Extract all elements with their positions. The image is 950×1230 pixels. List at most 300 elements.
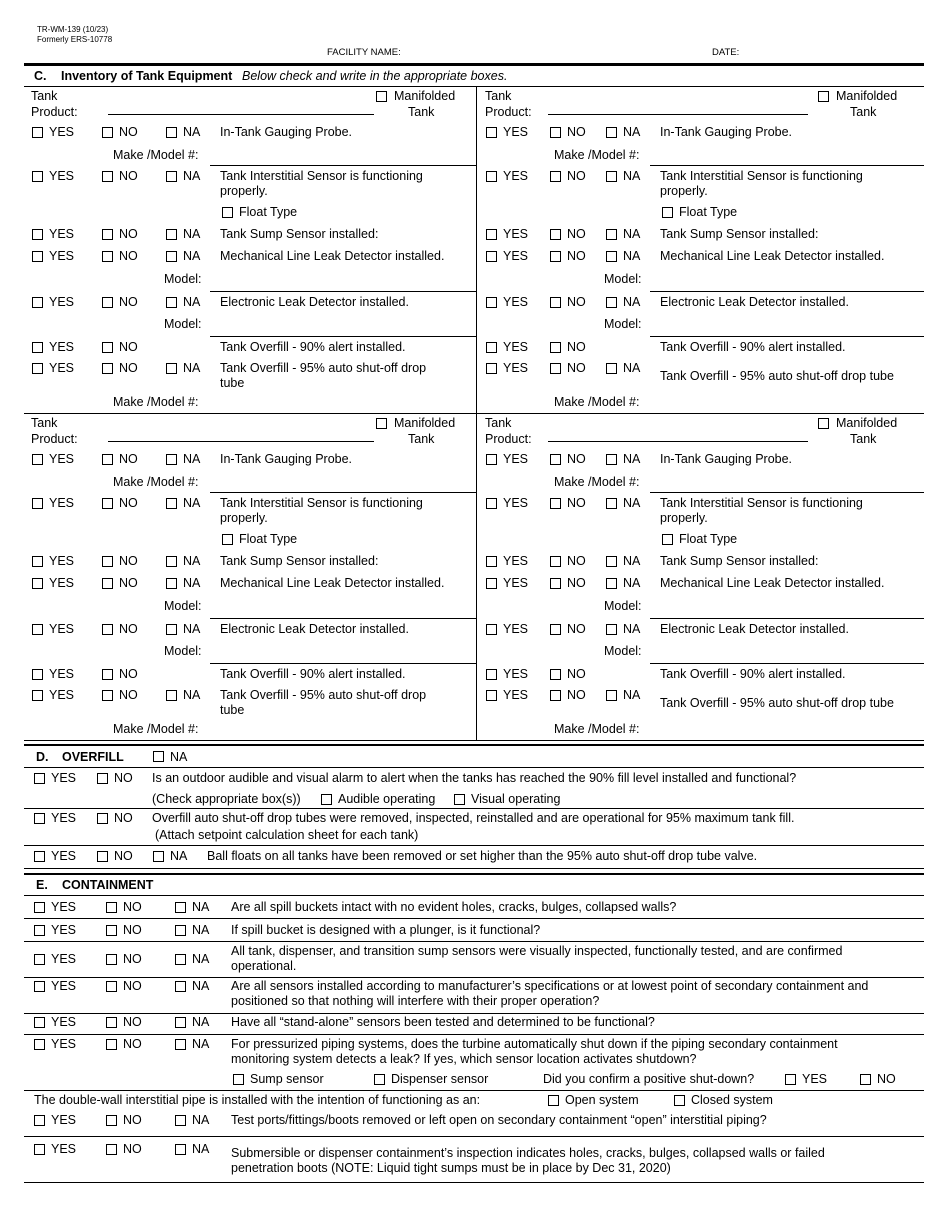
tank-1-sump-yes-label: YES	[49, 227, 75, 241]
tank-4-electronic-yes-label: YES	[503, 622, 529, 636]
tank-1-electronic-yes-checkbox[interactable]	[32, 297, 43, 308]
tank-2-sump-no-checkbox[interactable]	[550, 229, 561, 240]
tank-4-overfill-90-no-checkbox[interactable]	[550, 669, 561, 680]
tank-2-gauging-probe-text: In-Tank Gauging Probe.	[660, 125, 793, 139]
tank-2-mechanical-lld-text: Mechanical Line Leak Detector installed.	[660, 249, 885, 263]
tank-3-electronic-na-label: NA	[183, 622, 201, 636]
tank-4-gauging-na-label: NA	[623, 452, 641, 466]
tank-4-electronic-no-checkbox[interactable]	[550, 624, 561, 635]
tank-3-electronic-yes-checkbox[interactable]	[32, 624, 43, 635]
e-q8-no-checkbox[interactable]	[106, 1144, 117, 1155]
dispenser-sensor-checkbox[interactable]	[374, 1074, 385, 1085]
tank-2-gauging-no-checkbox[interactable]	[550, 127, 561, 138]
tank-3-mechanical-yes-checkbox[interactable]	[32, 578, 43, 589]
tank-3-overfill-95-no-checkbox[interactable]	[102, 690, 113, 701]
e-q8-no-label: NO	[123, 1142, 142, 1156]
tank-3-gauging-na-checkbox[interactable]	[166, 454, 177, 465]
tank-3-manifolded-checkbox[interactable]	[376, 418, 387, 429]
tank-2-electronic-na-checkbox[interactable]	[606, 297, 617, 308]
tank-4-overfill-90-text: Tank Overfill - 90% alert installed.	[660, 667, 846, 681]
tank-3-gauging-na-label: NA	[183, 452, 201, 466]
tank-4-overfill-90-no-label: NO	[567, 667, 586, 681]
tank-1-electronic-line	[210, 336, 476, 337]
d-q3-no-label: NO	[114, 849, 133, 863]
tank-3-interstitial-text-2: properly.	[220, 511, 268, 525]
tank-4-electronic-no-label: NO	[567, 622, 586, 636]
tank-4-overfill-95-text: Tank Overfill - 95% auto shut-off drop tube	[660, 696, 894, 710]
tank-1-manifolded-label: Manifolded	[394, 89, 456, 103]
tank-1-float-type-label: Float Type	[239, 205, 298, 219]
audible-operating-checkbox[interactable]	[321, 794, 332, 805]
tank-2-mechanical-no-checkbox[interactable]	[550, 251, 561, 262]
tank-3-gauging-no-label: NO	[119, 452, 138, 466]
e-q2-text: If spill bucket is designed with a plunger, is it functional?	[231, 923, 541, 937]
tank-2-sump-yes-checkbox[interactable]	[486, 229, 497, 240]
d-q2-yes-label: YES	[51, 811, 77, 825]
e-rule-q8	[24, 1182, 924, 1183]
tank-3-float-type-label: Float Type	[239, 532, 298, 546]
tank-2-product-label: Tank	[485, 89, 512, 103]
open-system-checkbox[interactable]	[548, 1095, 559, 1106]
tank-4-mechanical-no-checkbox[interactable]	[550, 578, 561, 589]
tank-1-overfill-90-text: Tank Overfill - 90% alert installed.	[220, 340, 406, 354]
tank-2-overfill-95-na-checkbox[interactable]	[606, 363, 617, 374]
tank-2-gauging-make-model: Make /Model #:	[554, 148, 640, 162]
tank-4-electronic-yes-checkbox[interactable]	[486, 624, 497, 635]
tank-4-overfill-95-no-label: NO	[567, 688, 586, 702]
section-d-top-rule-2	[24, 744, 924, 746]
d-q1-no-checkbox[interactable]	[97, 773, 108, 784]
tank-1-interstitial-na-label: NA	[183, 169, 201, 183]
tank-1-float-type-checkbox[interactable]	[222, 207, 233, 218]
e-q4-no-checkbox[interactable]	[106, 981, 117, 992]
d-q2-text-1: Overfill auto shut-off drop tubes were removed, inspected, reinstalled and are operational for 95% maximum tank fill.	[152, 811, 795, 825]
tank-1-electronic-na-label: NA	[183, 295, 201, 309]
tank-4-sump-na-checkbox[interactable]	[606, 556, 617, 567]
tank-1-sump-yes-checkbox[interactable]	[32, 229, 43, 240]
tank-1-interstitial-text: Tank Interstitial Sensor is functioning	[220, 169, 423, 183]
e-q1-yes-checkbox[interactable]	[34, 902, 45, 913]
tank-2-float-type-checkbox[interactable]	[662, 207, 673, 218]
e-q6-no-checkbox[interactable]	[106, 1039, 117, 1050]
tank-1-overfill-90-no-checkbox[interactable]	[102, 342, 113, 353]
tank-3-gauging-yes-label: YES	[49, 452, 75, 466]
e-q2-na-label: NA	[192, 923, 210, 937]
e-q5-no-checkbox[interactable]	[106, 1017, 117, 1028]
tank-1-mechanical-no-label: NO	[119, 249, 138, 263]
tank-3-gauging-no-checkbox[interactable]	[102, 454, 113, 465]
e-q1-na-checkbox[interactable]	[175, 902, 186, 913]
tank-1-mechanical-na-checkbox[interactable]	[166, 251, 177, 262]
tank-1-gauging-na-checkbox[interactable]	[166, 127, 177, 138]
tank-2-interstitial-na-checkbox[interactable]	[606, 171, 617, 182]
e-q6-na-checkbox[interactable]	[175, 1039, 186, 1050]
closed-system-label: Closed system	[691, 1093, 773, 1107]
d-q3-na-label: NA	[170, 849, 188, 863]
section-e-title: CONTAINMENT	[62, 878, 154, 892]
sump-sensor-checkbox[interactable]	[233, 1074, 244, 1085]
tank-2-overfill-90-yes-checkbox[interactable]	[486, 342, 497, 353]
tank-3-gauging-make-model: Make /Model #:	[113, 475, 199, 489]
tank-4-interstitial-no-checkbox[interactable]	[550, 498, 561, 509]
tank-2-electronic-yes-checkbox[interactable]	[486, 297, 497, 308]
tank-4-gauging-na-checkbox[interactable]	[606, 454, 617, 465]
tank-1-mechanical-line	[210, 291, 476, 292]
tank-4-interstitial-yes-checkbox[interactable]	[486, 498, 497, 509]
tank-4-gauging-no-checkbox[interactable]	[550, 454, 561, 465]
tank-1-interstitial-no-label: NO	[119, 169, 138, 183]
tank-2-mechanical-yes-label: YES	[503, 249, 529, 263]
tank-1-overfill-make-model: Make /Model #:	[113, 395, 199, 409]
tank-2-gauging-yes-label: YES	[503, 125, 529, 139]
tank-3-gauging-yes-checkbox[interactable]	[32, 454, 43, 465]
e-q7-na-label: NA	[192, 1113, 210, 1127]
e-rule-q7	[24, 1136, 924, 1137]
e-q7-yes-checkbox[interactable]	[34, 1115, 45, 1126]
section-e-letter: E.	[36, 878, 48, 892]
section-d-na-checkbox[interactable]	[153, 751, 164, 762]
tank-4-mechanical-line	[650, 618, 924, 619]
tank-2-mechanical-line	[650, 291, 924, 292]
e-rule-pipe	[24, 1090, 924, 1091]
d-q1-text: Is an outdoor audible and visual alarm to alert when the tanks has reached the 90% fill level installed and functional?	[152, 771, 797, 785]
tank-3-sump-yes-checkbox[interactable]	[32, 556, 43, 567]
tank-1-electronic-model-label: Model:	[164, 317, 202, 331]
e-q4-na-checkbox[interactable]	[175, 981, 186, 992]
d-q2-yes-checkbox[interactable]	[34, 813, 45, 824]
tank-2-electronic-model-label: Model:	[604, 317, 642, 331]
tank-1-gauging-make-model: Make /Model #:	[113, 148, 199, 162]
e-q2-yes-label: YES	[51, 923, 77, 937]
tank-1-product-label-2: Product:	[31, 105, 78, 119]
tank-2-overfill-95-na-label: NA	[623, 361, 641, 375]
confirm-shutdown-label: Did you confirm a positive shut-down?	[543, 1072, 755, 1086]
tank-1-electronic-lld-text: Electronic Leak Detector installed.	[220, 295, 409, 309]
e-q3-text: All tank, dispenser, and transition sump sensors were visually inspected, functionally tested, and are confirmed	[231, 944, 843, 958]
e-q6-yes-label: YES	[51, 1037, 77, 1051]
tank-4-sump-yes-label: YES	[503, 554, 529, 568]
tank-3-overfill-95-na-checkbox[interactable]	[166, 690, 177, 701]
tank-4-mechanical-lld-text: Mechanical Line Leak Detector installed.	[660, 576, 885, 590]
tank-2-sump-yes-label: YES	[503, 227, 529, 241]
visual-operating-checkbox[interactable]	[454, 794, 465, 805]
tank-4-mechanical-yes-label: YES	[503, 576, 529, 590]
tank-1-interstitial-na-checkbox[interactable]	[166, 171, 177, 182]
d-q3-na-checkbox[interactable]	[153, 851, 164, 862]
tank-2-interstitial-no-checkbox[interactable]	[550, 171, 561, 182]
tank-1-sump-no-checkbox[interactable]	[102, 229, 113, 240]
tank-4-block	[478, 413, 930, 740]
confirm-shutdown-no-label: NO	[877, 1072, 896, 1086]
tank-2-manifolded-label: Manifolded	[836, 89, 898, 103]
tank-2-sump-no-label: NO	[567, 227, 586, 241]
tank-1-gauging-probe-text: In-Tank Gauging Probe.	[220, 125, 353, 139]
tank-3-overfill-90-yes-checkbox[interactable]	[32, 669, 43, 680]
tank-1-mechanical-yes-checkbox[interactable]	[32, 251, 43, 262]
tank-1-overfill-90-no-label: NO	[119, 340, 138, 354]
tank-3-overfill-95-text: Tank Overfill - 95% auto shut-off drop	[220, 688, 427, 702]
e-q1-no-checkbox[interactable]	[106, 902, 117, 913]
e-q3-no-label: NO	[123, 952, 142, 966]
tank-3-overfill-90-no-checkbox[interactable]	[102, 669, 113, 680]
tank-4-electronic-na-label: NA	[623, 622, 641, 636]
tank-3-sump-na-checkbox[interactable]	[166, 556, 177, 567]
tank-3-overfill-90-yes-label: YES	[49, 667, 75, 681]
tank-1-overfill-95-no-checkbox[interactable]	[102, 363, 113, 374]
tank-4-gauging-probe-text: In-Tank Gauging Probe.	[660, 452, 793, 466]
tank-1-sump-sensor-text: Tank Sump Sensor installed:	[220, 227, 379, 241]
tank-4-interstitial-text-2: properly.	[660, 511, 708, 525]
tank-3-interstitial-na-label: NA	[183, 496, 201, 510]
tank-4-mechanical-na-label: NA	[623, 576, 641, 590]
tank-3-manifolded-label: Manifolded	[394, 416, 456, 430]
d-q1-yes-label: YES	[51, 771, 77, 785]
tank-4-interstitial-na-label: NA	[623, 496, 641, 510]
tank-2-mechanical-na-checkbox[interactable]	[606, 251, 617, 262]
tank-2-overfill-95-yes-checkbox[interactable]	[486, 363, 497, 374]
tank-4-float-type-checkbox[interactable]	[662, 534, 673, 545]
e-q7-no-checkbox[interactable]	[106, 1115, 117, 1126]
e-q5-yes-checkbox[interactable]	[34, 1017, 45, 1028]
e-q2-yes-checkbox[interactable]	[34, 925, 45, 936]
tank-3-overfill-95-text-2: tube	[220, 703, 245, 717]
tank-2-overfill-90-no-label: NO	[567, 340, 586, 354]
e-q5-text: Have all “stand-alone” sensors been tested and determined to be functional?	[231, 1015, 655, 1029]
facility-name-label: FACILITY NAME:	[327, 47, 401, 58]
closed-system-checkbox[interactable]	[674, 1095, 685, 1106]
tank-4-gauging-line	[650, 492, 924, 493]
tank-2-overfill-make-model: Make /Model #:	[554, 395, 640, 409]
tank-4-manifolded-label: Manifolded	[836, 416, 898, 430]
form-number: TR-WM-139 (10/23)	[37, 25, 109, 34]
e-q6-text: For pressurized piping systems, does the turbine automatically shut down if the piping secondary containment	[231, 1037, 838, 1051]
e-q3-no-checkbox[interactable]	[106, 954, 117, 965]
tank-2-mechanical-model-label: Model:	[604, 272, 642, 286]
tank-2-electronic-no-label: NO	[567, 295, 586, 309]
tank-3-overfill-95-yes-checkbox[interactable]	[32, 690, 43, 701]
tank-3-sump-sensor-text: Tank Sump Sensor installed:	[220, 554, 379, 568]
tank-4-interstitial-text: Tank Interstitial Sensor is functioning	[660, 496, 863, 510]
tank-1-interstitial-yes-checkbox[interactable]	[32, 171, 43, 182]
tank-3-mechanical-na-checkbox[interactable]	[166, 578, 177, 589]
tank-4-gauging-yes-label: YES	[503, 452, 529, 466]
tank-1-overfill-95-na-label: NA	[183, 361, 201, 375]
tank-4-overfill-95-yes-checkbox[interactable]	[486, 690, 497, 701]
tank-3-electronic-model-label: Model:	[164, 644, 202, 658]
tank-4-electronic-lld-text: Electronic Leak Detector installed.	[660, 622, 849, 636]
tank-3-mechanical-no-label: NO	[119, 576, 138, 590]
tank-4-gauging-yes-checkbox[interactable]	[486, 454, 497, 465]
e-rule-q2	[24, 941, 924, 942]
tank-1-gauging-no-label: NO	[119, 125, 138, 139]
e-q6-no-label: NO	[123, 1037, 142, 1051]
tank-3-electronic-no-checkbox[interactable]	[102, 624, 113, 635]
tank-1-overfill-95-na-checkbox[interactable]	[166, 363, 177, 374]
d-rule-2	[24, 808, 924, 809]
tank-4-sump-yes-checkbox[interactable]	[486, 556, 497, 567]
tank-4-mechanical-yes-checkbox[interactable]	[486, 578, 497, 589]
tank-3-sump-na-label: NA	[183, 554, 201, 568]
tank-2-product-label-2: Product:	[485, 105, 532, 119]
d-q3-yes-label: YES	[51, 849, 77, 863]
tank-1-electronic-no-checkbox[interactable]	[102, 297, 113, 308]
tank-1-mechanical-no-checkbox[interactable]	[102, 251, 113, 262]
section-c-instruction: Below check and write in the appropriate boxes.	[242, 69, 508, 83]
d-q1-yes-checkbox[interactable]	[34, 773, 45, 784]
tank-1-electronic-no-label: NO	[119, 295, 138, 309]
tank-2-electronic-na-label: NA	[623, 295, 641, 309]
tank-1-sump-na-checkbox[interactable]	[166, 229, 177, 240]
e-rule-1	[24, 895, 924, 896]
tank-4-electronic-na-checkbox[interactable]	[606, 624, 617, 635]
e-q8-yes-label: YES	[51, 1142, 77, 1156]
tank-3-overfill-90-text: Tank Overfill - 90% alert installed.	[220, 667, 406, 681]
tank-3-interstitial-yes-checkbox[interactable]	[32, 498, 43, 509]
tank-3-manifolded-label-2: Tank	[408, 432, 435, 446]
tank-1-interstitial-no-checkbox[interactable]	[102, 171, 113, 182]
tank-4-product-label-2: Product:	[485, 432, 532, 446]
d-q2-no-checkbox[interactable]	[97, 813, 108, 824]
tank-2-overfill-90-no-checkbox[interactable]	[550, 342, 561, 353]
tank-2-mechanical-no-label: NO	[567, 249, 586, 263]
tank-2-interstitial-text: Tank Interstitial Sensor is functioning	[660, 169, 863, 183]
e-q6-na-label: NA	[192, 1037, 210, 1051]
e-q5-no-label: NO	[123, 1015, 142, 1029]
tank-3-interstitial-no-checkbox[interactable]	[102, 498, 113, 509]
tank-1-gauging-line	[210, 165, 476, 166]
tank-3-electronic-na-checkbox[interactable]	[166, 624, 177, 635]
tank-2-electronic-lld-text: Electronic Leak Detector installed.	[660, 295, 849, 309]
e-q8-text: Submersible or dispenser containment’s inspection indicates holes, cracks, bulges, collapsed walls or failed	[231, 1146, 825, 1160]
tank-3-electronic-yes-label: YES	[49, 622, 75, 636]
tank-3-mechanical-na-label: NA	[183, 576, 201, 590]
tank-1-gauging-yes-checkbox[interactable]	[32, 127, 43, 138]
tank-4-overfill-95-na-checkbox[interactable]	[606, 690, 617, 701]
tank-2-mechanical-yes-checkbox[interactable]	[486, 251, 497, 262]
tank-4-product-label: Tank	[485, 416, 512, 430]
tank-3-sump-no-checkbox[interactable]	[102, 556, 113, 567]
tank-1-gauging-na-label: NA	[183, 125, 201, 139]
tank-4-interstitial-no-label: NO	[567, 496, 586, 510]
e-q3-text-2: operational.	[231, 959, 297, 973]
d-q3-no-checkbox[interactable]	[97, 851, 108, 862]
e-q2-na-checkbox[interactable]	[175, 925, 186, 936]
tank-2-electronic-no-checkbox[interactable]	[550, 297, 561, 308]
d-rule-1	[24, 767, 924, 768]
tank-1-mechanical-yes-label: YES	[49, 249, 75, 263]
tank-2-interstitial-yes-label: YES	[503, 169, 529, 183]
tank-2-sump-na-checkbox[interactable]	[606, 229, 617, 240]
tank-1-block	[24, 86, 476, 413]
tank-4-interstitial-na-checkbox[interactable]	[606, 498, 617, 509]
tank-2-manifolded-label-2: Tank	[850, 105, 877, 119]
e-q1-na-label: NA	[192, 900, 210, 914]
tank-2-interstitial-yes-checkbox[interactable]	[486, 171, 497, 182]
tank-4-sump-no-checkbox[interactable]	[550, 556, 561, 567]
section-e-top-rule-1	[24, 868, 924, 869]
tank-2-gauging-yes-checkbox[interactable]	[486, 127, 497, 138]
d-q2-text-2: (Attach setpoint calculation sheet for each tank)	[155, 828, 419, 842]
e-q2-no-checkbox[interactable]	[106, 925, 117, 936]
tank-2-overfill-95-text: Tank Overfill - 95% auto shut-off drop tube	[660, 369, 894, 383]
d-q3-yes-checkbox[interactable]	[34, 851, 45, 862]
e-q8-na-checkbox[interactable]	[175, 1144, 186, 1155]
e-q3-yes-checkbox[interactable]	[34, 954, 45, 965]
tank-1-manifolded-checkbox[interactable]	[376, 91, 387, 102]
e-q8-yes-checkbox[interactable]	[34, 1144, 45, 1155]
tank-3-product-line	[108, 441, 374, 442]
tank-2-electronic-line	[650, 336, 924, 337]
tank-3-float-type-checkbox[interactable]	[222, 534, 233, 545]
tank-3-product-label-2: Product:	[31, 432, 78, 446]
tank-1-electronic-yes-label: YES	[49, 295, 75, 309]
tank-1-overfill-95-yes-checkbox[interactable]	[32, 363, 43, 374]
e-q1-no-label: NO	[123, 900, 142, 914]
tank-2-interstitial-text-2: properly.	[660, 184, 708, 198]
tank-1-gauging-yes-label: YES	[49, 125, 75, 139]
tank-4-mechanical-na-checkbox[interactable]	[606, 578, 617, 589]
tank-3-interstitial-na-checkbox[interactable]	[166, 498, 177, 509]
tank-1-manifolded-label-2: Tank	[408, 105, 435, 119]
tank-3-mechanical-no-checkbox[interactable]	[102, 578, 113, 589]
tank-4-float-type-label: Float Type	[679, 532, 738, 546]
tank-2-overfill-95-no-checkbox[interactable]	[550, 363, 561, 374]
e-q4-yes-checkbox[interactable]	[34, 981, 45, 992]
tank-1-gauging-no-checkbox[interactable]	[102, 127, 113, 138]
d-q2-no-label: NO	[114, 811, 133, 825]
e-q4-text: Are all sensors installed according to manufacturer’s specifications or at lowest point of secondary containment and	[231, 979, 869, 993]
d-q3-text: Ball floats on all tanks have been removed or set higher than the 95% auto shut-off drop tube valve.	[207, 849, 758, 863]
e-q5-na-checkbox[interactable]	[175, 1017, 186, 1028]
formerly-number: Formerly ERS-10778	[37, 35, 113, 44]
tank-3-mechanical-lld-text: Mechanical Line Leak Detector installed.	[220, 576, 445, 590]
e-q6-yes-checkbox[interactable]	[34, 1039, 45, 1050]
tank-1-electronic-na-checkbox[interactable]	[166, 297, 177, 308]
tank-3-mechanical-model-label: Model:	[164, 599, 202, 613]
tank-1-overfill-95-no-label: NO	[119, 361, 138, 375]
e-q3-na-checkbox[interactable]	[175, 954, 186, 965]
tank-3-overfill-90-no-label: NO	[119, 667, 138, 681]
tank-1-overfill-95-text-2: tube	[220, 376, 245, 390]
tank-3-overfill-95-na-label: NA	[183, 688, 201, 702]
tank-3-interstitial-text: Tank Interstitial Sensor is functioning	[220, 496, 423, 510]
e-q7-na-checkbox[interactable]	[175, 1115, 186, 1126]
tank-4-overfill-95-no-checkbox[interactable]	[550, 690, 561, 701]
tank-4-overfill-90-yes-checkbox[interactable]	[486, 669, 497, 680]
tank-2-float-type-label: Float Type	[679, 205, 738, 219]
tank-2-gauging-line	[650, 165, 924, 166]
e-q5-na-label: NA	[192, 1015, 210, 1029]
tank-4-overfill-95-na-label: NA	[623, 688, 641, 702]
confirm-shutdown-no-checkbox[interactable]	[860, 1074, 871, 1085]
tank-1-interstitial-yes-label: YES	[49, 169, 75, 183]
tank-1-mechanical-lld-text: Mechanical Line Leak Detector installed.	[220, 249, 445, 263]
section-d-na-label: NA	[170, 750, 188, 764]
tank-2-gauging-na-checkbox[interactable]	[606, 127, 617, 138]
tank-2-overfill-90-text: Tank Overfill - 90% alert installed.	[660, 340, 846, 354]
tank-1-overfill-95-text: Tank Overfill - 95% auto shut-off drop	[220, 361, 427, 375]
d-q1-check-note: (Check appropriate box(s))	[152, 792, 301, 806]
tank-2-manifolded-checkbox[interactable]	[818, 91, 829, 102]
section-c-title: Inventory of Tank Equipment	[61, 69, 233, 83]
tank-1-interstitial-text-2: properly.	[220, 184, 268, 198]
tank-2-overfill-95-yes-label: YES	[503, 361, 529, 375]
tank-3-sump-no-label: NO	[119, 554, 138, 568]
tank-1-overfill-90-yes-checkbox[interactable]	[32, 342, 43, 353]
tank-4-gauging-no-label: NO	[567, 452, 586, 466]
tank-4-manifolded-checkbox[interactable]	[818, 418, 829, 429]
confirm-shutdown-yes-checkbox[interactable]	[785, 1074, 796, 1085]
